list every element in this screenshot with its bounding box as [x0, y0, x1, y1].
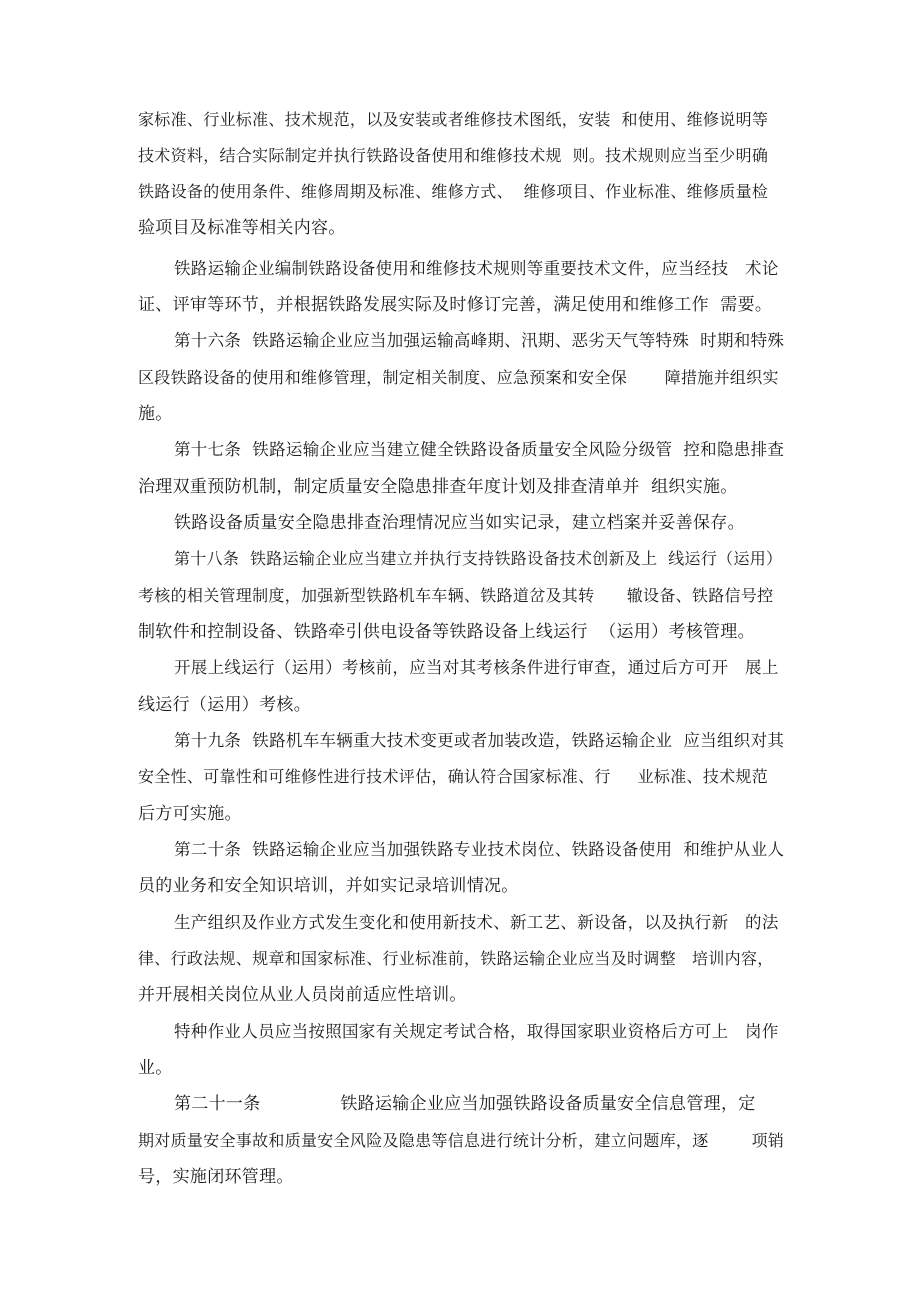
article-21: 第二十一条 铁路运输企业应当加强铁路设备质量安全信息管理，定: [174, 1094, 756, 1114]
article-17: 第十七条 铁路运输企业应当建立健全铁路设备质量安全风险分级管 控和隐患排查: [174, 440, 785, 459]
text-line: 家标准、行业标准、技术规范，以及安装或者维修技术图纸，安装 和使用、维修说明等: [138, 110, 769, 129]
text-line: 期对质量安全事故和质量安全风险及隐患等信息进行统计分析，建立问题库，逐 项销: [138, 1131, 785, 1150]
text-line: 验项目及标准等相关内容。: [138, 218, 346, 238]
text-line: 铁路运输企业编制铁路设备使用和维修技术规则等重要技术文件，应当经技 术论: [174, 259, 779, 278]
text-line: 律、行政法规、规章和国家标准、行业标准前，铁路运输企业应当及时调整 培训内容，: [138, 949, 774, 968]
text-line: 员的业务和安全知识培训，并如实记录培训情况。: [138, 876, 519, 896]
article-16: 第十六条 铁路运输企业应当加强运输高峰期、汛期、恶劣天气等特殊 时期和特殊: [174, 331, 785, 350]
text-line: 区段铁路设备的使用和维修管理，制定相关制度、应急预案和安全保 障措施并组织实: [138, 368, 779, 387]
text-line: 号，实施闭环管理。: [138, 1167, 294, 1187]
text-line: 生产组织及作业方式发生变化和使用新技术、新工艺、新设备，以及执行新 的法: [174, 913, 779, 932]
text-line: 证、评审等环节，并根据铁路发展实际及时修订完善，满足使用和维修工作 需要。: [138, 295, 773, 315]
text-line: 业。: [138, 1058, 173, 1078]
article-20: 第二十条 铁路运输企业应当加强铁路专业技术岗位、铁路设备使用 和维护从业人: [174, 840, 785, 859]
text-line: 特种作业人员应当按照国家有关规定考试合格，取得国家职业资格后方可上 岗作: [174, 1022, 779, 1041]
text-line: 铁路设备的使用条件、维修周期及标准、维修方式、 维修项目、作业标准、维修质量检: [138, 182, 769, 201]
text-line: 线运行（运用）考核。: [138, 695, 311, 715]
article-19: 第十九条 铁路机车车辆重大技术变更或者加装改造，铁路运输企业 应当组织对其: [174, 731, 785, 750]
text-line: 开展上线运行（运用）考核前，应当对其考核条件进行审查，通过后方可开 展上: [174, 658, 779, 677]
text-line: 考核的相关管理制度，加强新型铁路机车车辆、铁路道岔及其转 辙设备、铁路信号控: [138, 586, 774, 605]
article-18: 第十八条 铁路运输企业应当建立并执行支持铁路设备技术创新及上 线运行（运用）: [174, 549, 783, 568]
text-line: 并开展相关岗位从业人员岗前适应性培训。: [138, 985, 467, 1005]
text-line: 安全性、可靠性和可维修性进行技术评估，确认符合国家标准、行 业标准、技术规范: [138, 767, 769, 786]
text-line: 施。: [138, 404, 173, 424]
text-line: 制软件和控制设备、铁路牵引供电设备等铁路设备上线运行 （运用）考核管理。: [138, 622, 755, 642]
text-line: 后方可实施。: [138, 804, 242, 824]
text-line: 技术资料，结合实际制定并执行铁路设备使用和维修技术规 则。技术规则应当至少明确: [138, 146, 769, 165]
text-line: 治理双重预防机制，制定质量安全隐患排查年度计划及排查清单并 组织实施。: [138, 477, 738, 497]
text-line: 铁路设备质量安全隐患排查治理情况应当如实记录，建立档案并妥善保存。: [174, 513, 745, 533]
